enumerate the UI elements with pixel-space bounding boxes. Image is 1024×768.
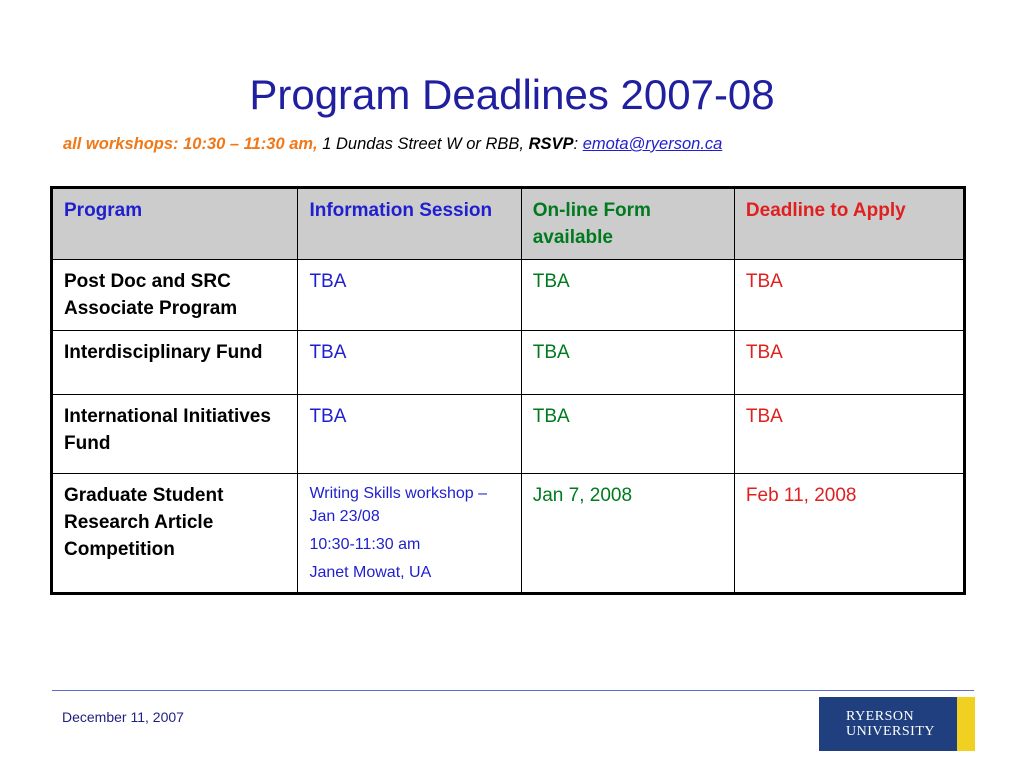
rsvp-email-link[interactable]: emota@ryerson.ca [582,135,723,153]
cell-online-form: TBA [521,395,734,474]
cell-deadline: Feb 11, 2008 [734,474,964,594]
cell-program: Post Doc and SRC Associate Program [52,260,298,331]
page-title: Program Deadlines 2007-08 [249,71,775,118]
header-online-form: On-line Form available [521,188,734,260]
header-program: Program [52,188,298,260]
cell-online-form: TBA [521,331,734,395]
cell-program: International Initiatives Fund [52,395,298,474]
table-row [52,331,965,395]
cell-info-session: TBA [298,331,521,395]
cell-online-form: TBA [521,260,734,331]
footer-divider [52,690,974,691]
table-row [52,474,965,594]
workshop-title: Writing Skills workshop – Jan 23/08 [309,485,487,525]
cell-info-session: TBA [298,260,521,331]
table-row [52,395,965,474]
ryerson-logo [819,697,975,751]
workshop-info [63,135,722,154]
cell-deadline: TBA [734,331,964,395]
deadlines-table [50,186,966,595]
cell-program: Interdisciplinary Fund [52,331,298,395]
workshop-presenter: Janet Mowat, UA [309,564,432,581]
workshop-time: 10:30-11:30 am [309,536,421,553]
logo-line-1: RYERSON [846,709,915,724]
table-row [52,260,965,331]
rsvp-colon: : [573,135,583,153]
logo-stripe [957,697,975,751]
header-info-session: Information Session [298,188,521,260]
logo-text [846,709,935,739]
cell-deadline: TBA [734,395,964,474]
rsvp-label: RSVP [528,135,574,153]
header-deadline: Deadline to Apply [734,188,964,260]
cell-info-session: TBA [298,395,521,474]
cell-online-form: Jan 7, 2008 [521,474,734,594]
footer-date: December 11, 2007 [62,709,184,725]
cell-info-session [298,474,521,594]
logo-line-2: UNIVERSITY [846,724,935,739]
table-header-row [52,188,965,260]
cell-deadline: TBA [734,260,964,331]
workshop-location: 1 Dundas Street W or RBB, [317,135,529,153]
workshop-times: all workshops: 10:30 – 11:30 am, [63,135,318,153]
cell-program: Graduate Student Research Article Competition [52,474,298,594]
